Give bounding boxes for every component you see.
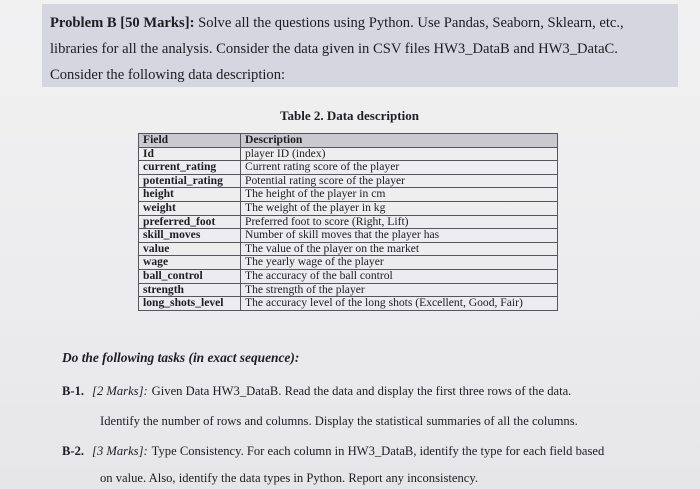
table-row [139,269,558,283]
table-row [139,283,558,297]
description-cell: The value of the player on the market [241,242,558,256]
task-b2-line-1 [62,444,604,459]
description-cell: Number of skill moves that the player has [241,229,558,243]
table-row [139,188,558,202]
header-field: Field [139,134,241,148]
description-cell: The strength of the player [241,283,558,297]
tasks-title: Do the following tasks (in exact sequence): [62,350,300,365]
header-line-1 [50,10,670,36]
table-row [139,242,558,256]
field-cell: value [139,242,241,256]
task-b2-marks: [3 Marks]: [92,444,148,458]
field-cell: weight [139,201,241,215]
header-line-1-text: Solve all the questions using Python. Use Pandas, Seaborn, Sklearn, etc., [194,15,624,31]
field-cell: current_rating [139,161,241,175]
header-description: Description [241,134,558,148]
table-row [139,201,558,215]
field-cell: height [139,188,241,202]
task-b1-line-1 [62,384,571,399]
description-cell: Current rating score of the player [241,161,558,175]
table-row [139,215,558,229]
description-cell: player ID (index) [241,147,558,161]
description-cell: The yearly wage of the player [241,256,558,270]
task-b1-number: B-1. [62,384,85,398]
field-cell: Id [139,147,241,161]
problem-title: Problem B [50 Marks]: [50,15,195,31]
field-cell: skill_moves [139,229,241,243]
field-cell: ball_control [139,269,241,283]
description-cell: Potential rating score of the player [241,174,558,188]
table-row [139,256,558,270]
header-line-2: libraries for all the analysis. Consider the data given in CSV files HW3_DataB and HW3_DataC. [50,41,618,57]
description-cell: The height of the player in cm [241,188,558,202]
task-b1-text-1: Given Data HW3_DataB. Read the data and display the first three rows of the data. [151,384,572,398]
table-caption: Table 2. Data description [280,108,419,123]
table-row [139,229,558,243]
description-cell: The accuracy level of the long shots (Excellent, Good, Fair) [241,297,558,311]
field-cell: preferred_foot [139,215,241,229]
header-line-3: Consider the following data description: [50,67,286,83]
field-cell: long_shots_level [139,297,241,311]
field-cell: wage [139,256,241,270]
field-cell: potential_rating [139,174,241,188]
table-row [139,161,558,175]
problem-header [42,4,678,87]
description-cell: The accuracy of the ball control [241,269,558,283]
table-row [139,147,558,161]
task-b2-line-2: on value. Also, identify the data types in Python. Report any inconsistency. [100,471,478,485]
description-cell: Preferred foot to score (Right, Lift) [241,215,558,229]
task-b2-number: B-2. [62,444,85,458]
task-b2-text-1: Type Consistency. For each column in HW3_DataB, identify the type for each field based [151,444,605,458]
data-description-table [138,133,558,311]
description-cell: The weight of the player in kg [241,201,558,215]
table-row [139,297,558,311]
table-row [139,174,558,188]
field-cell: strength [139,283,241,297]
task-b1-marks: [2 Marks]: [92,384,148,398]
task-b1-line-2: Identify the number of rows and columns. Display the statistical summaries of all the columns. [100,414,578,428]
table-header-row [139,134,558,148]
